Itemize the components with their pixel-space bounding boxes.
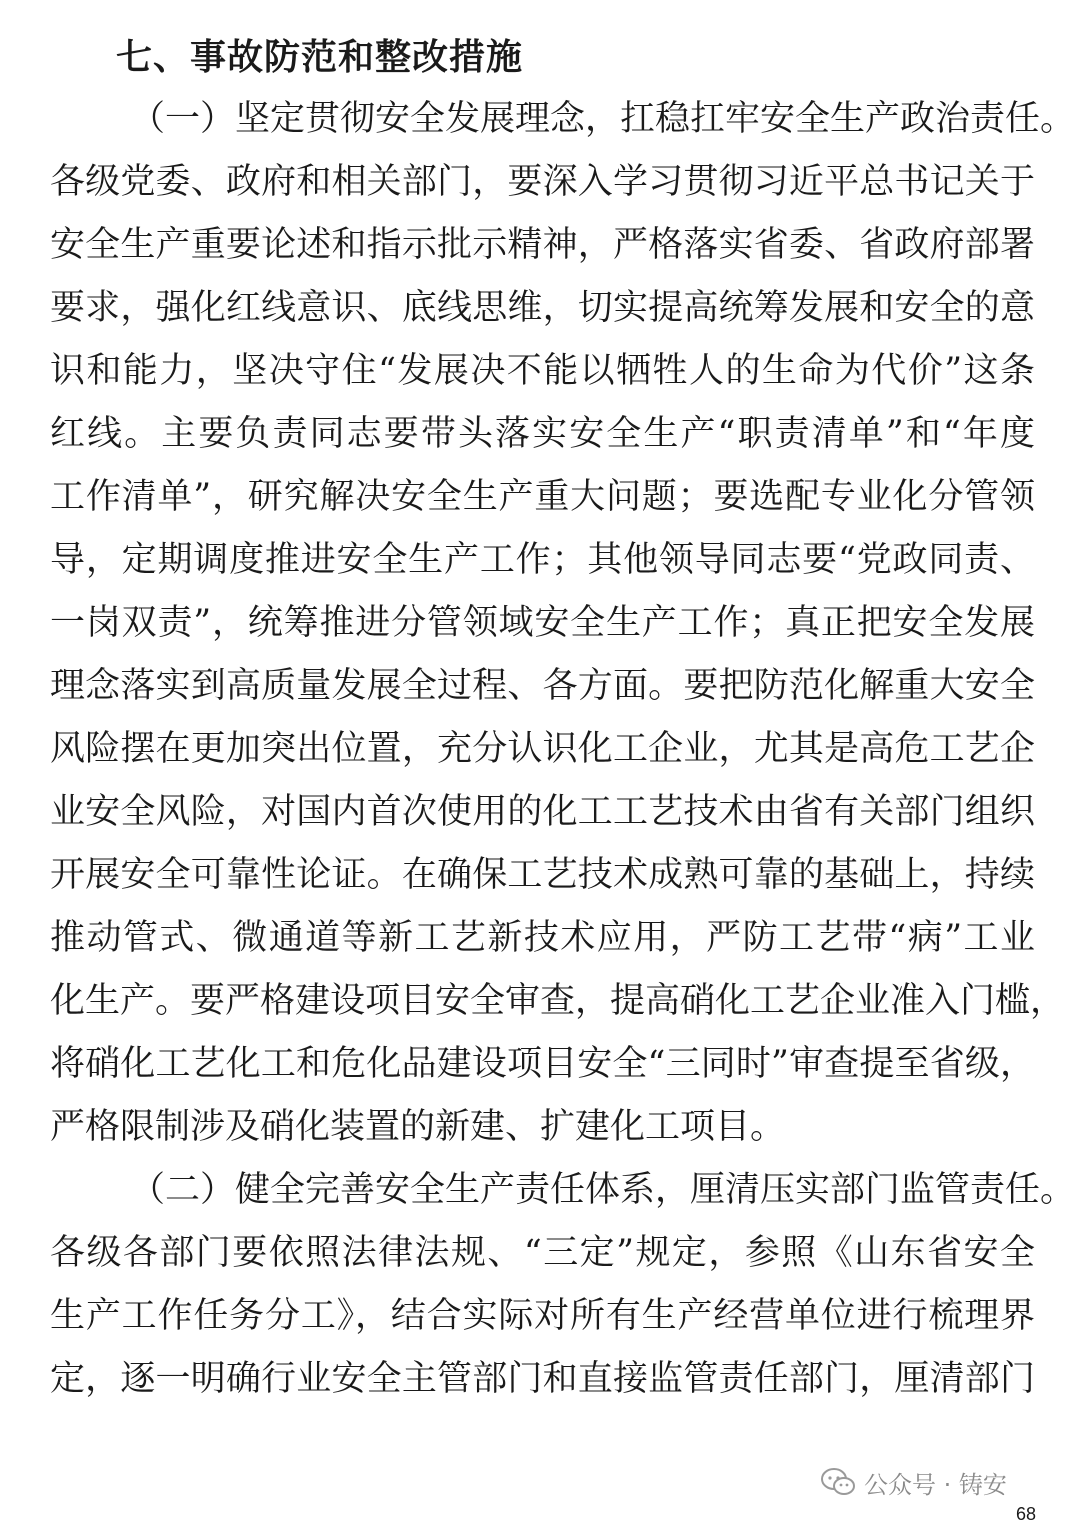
text-line: 安全生产重要论述和指示批示精神，严格落实省委、省政府部署 (50, 225, 1035, 265)
text-line: 定，逐一明确行业安全主管部门和直接监管责任部门，厘清部门 (50, 1359, 1035, 1399)
text-line: 开展安全可靠性论证。在确保工艺技术成熟可靠的基础上，持续 (50, 855, 1035, 895)
text-line: 严格限制涉及硝化装置的新建、扩建化工项目。 (50, 1107, 786, 1147)
text-line: 业安全风险，对国内首次使用的化工工艺技术由省有关部门组织 (50, 792, 1035, 832)
watermark-text: 公众号 · 铸安 (864, 1470, 1007, 1499)
page-number: 68 (1015, 1504, 1036, 1524)
text-line: 推动管式、微通道等新工艺新技术应用，严防工艺带“病”工业 (50, 918, 1035, 958)
text-line: 红线。主要负责同志要带头落实安全生产“职责清单”和“年度 (50, 414, 1035, 454)
text-line: （一）坚定贯彻安全发展理念，扛稳扛牢安全生产政治责任。 (130, 99, 1076, 139)
text-line: 理念落实到高质量发展全过程、各方面。要把防范化解重大安全 (50, 666, 1035, 706)
wechat-icon (820, 1467, 856, 1497)
text-line: 生产工作任务分工》，结合实际对所有生产经营单位进行梳理界 (50, 1296, 1035, 1336)
text-line: 风险摆在更加突出位置，充分认识化工企业，尤其是高危工艺企 (50, 729, 1035, 769)
text-line: 化生产。要严格建设项目安全审查，提高硝化工艺企业准入门槛， (50, 981, 1066, 1021)
text-line: 各级各部门要依照法律法规、“三定”规定，参照《山东省安全 (50, 1233, 1035, 1273)
text-line: 要求，强化红线意识、底线思维，切实提高统筹发展和安全的意 (50, 288, 1035, 328)
text-line: 工作清单”，研究解决安全生产重大问题；要选配专业化分管领 (50, 477, 1035, 517)
text-line: 识和能力，坚决守住“发展决不能以牺牲人的生命为代价”这条 (50, 351, 1035, 391)
text-line: （二）健全完善安全生产责任体系，厘清压实部门监管责任。 (130, 1170, 1076, 1210)
text-line: 将硝化工艺化工和危化品建设项目安全“三同时”审查提至省级， (50, 1044, 1035, 1084)
text-line: 一岗双责”，统筹推进分管领域安全生产工作；真正把安全发展 (50, 603, 1035, 643)
text-line: 导，定期调度推进安全生产工作；其他领导同志要“党政同责、 (50, 540, 1035, 580)
section-heading: 七、事故防范和整改措施 (116, 37, 524, 78)
watermark (820, 1462, 1007, 1502)
text-line: 各级党委、政府和相关部门，要深入学习贯彻习近平总书记关于 (50, 162, 1035, 202)
body-text (50, 88, 1076, 1411)
